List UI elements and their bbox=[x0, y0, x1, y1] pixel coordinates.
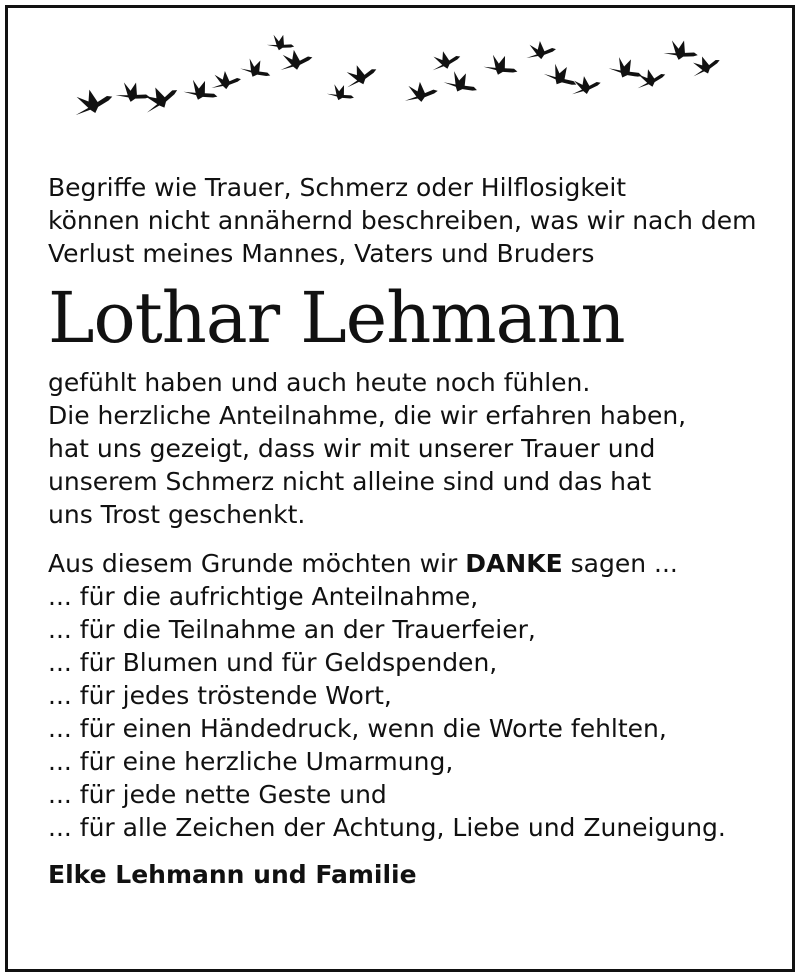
crane-silhouette bbox=[524, 39, 557, 62]
intro-line: können nicht annähernd beschreiben, was wir nach dem bbox=[48, 206, 757, 235]
deceased-name: Lothar Lehmann bbox=[48, 277, 625, 359]
intro-line: Begriffe wie Trauer, Schmerz oder Hilflosigkeit bbox=[48, 173, 627, 202]
crane-silhouette bbox=[402, 79, 439, 105]
intro-line: Verlust meines Mannes, Vaters und Bruders bbox=[48, 239, 595, 268]
body-line: Die herzliche Anteilnahme, die wir erfahren haben, bbox=[48, 401, 687, 430]
thanks-after: sagen ... bbox=[562, 549, 678, 578]
reason-line: ... für jedes tröstende Wort, bbox=[48, 681, 392, 710]
crane-silhouette bbox=[239, 55, 274, 82]
crane-silhouette bbox=[340, 59, 379, 91]
crane-silhouette bbox=[209, 69, 242, 92]
crane-silhouette bbox=[69, 83, 116, 120]
reason-line: ... für jede nette Geste und bbox=[48, 780, 387, 809]
crane-silhouette bbox=[182, 76, 220, 104]
body-line: uns Trost geschenkt. bbox=[48, 500, 306, 529]
flying-cranes-icon bbox=[40, 22, 760, 142]
signature: Elke Lehmann und Familie bbox=[48, 860, 417, 889]
reason-line: ... für alle Zeichen der Achtung, Liebe und Zuneigung. bbox=[48, 813, 726, 842]
crane-silhouette bbox=[633, 64, 668, 91]
reason-line: ... für die aufrichtige Anteilnahme, bbox=[48, 582, 479, 611]
crane-silhouette bbox=[542, 59, 581, 91]
crane-silhouette bbox=[482, 51, 520, 79]
crane-silhouette bbox=[276, 46, 314, 74]
thanks-before: Aus diesem Grunde möchten wir bbox=[48, 549, 466, 578]
crane-silhouette bbox=[568, 72, 602, 97]
body-line: unserem Schmerz nicht alleine sind und das hat bbox=[48, 467, 652, 496]
crane-silhouette bbox=[115, 79, 152, 105]
reason-line: ... für einen Händedruck, wenn die Worte fehlten, bbox=[48, 714, 667, 743]
body-line: gefühlt haben und auch heute noch fühlen. bbox=[48, 368, 591, 397]
crane-silhouette bbox=[663, 37, 700, 63]
body-line: hat uns gezeigt, dass wir mit unserer Trauer und bbox=[48, 434, 656, 463]
reason-line: ... für eine herzliche Umarmung, bbox=[48, 747, 454, 776]
crane-silhouette bbox=[442, 67, 481, 97]
crane-silhouette bbox=[266, 32, 296, 52]
notice-text bbox=[48, 171, 768, 891]
reason-line: ... für Blumen und für Geldspenden, bbox=[48, 648, 498, 677]
thanks-line bbox=[48, 547, 768, 580]
crane-silhouette bbox=[607, 53, 646, 83]
crane-silhouette bbox=[428, 46, 463, 73]
reason-line: ... für die Teilnahme an der Trauerfeier, bbox=[48, 615, 536, 644]
thanks-emphasis: DANKE bbox=[465, 549, 563, 578]
